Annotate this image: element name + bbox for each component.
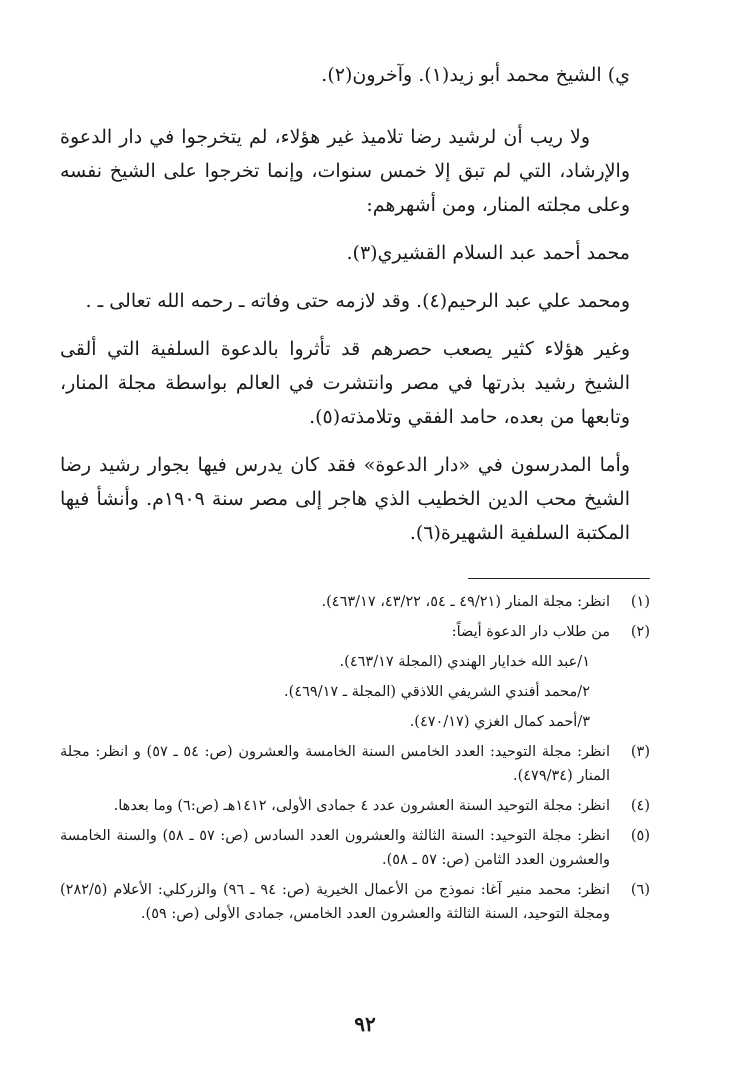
- paragraph-5: وغير هؤلاء كثير يصعب حصرهم قد تأثروا بالدعوة السلفية التي ألقى الشيخ رشيد بذرتها في مصر وانتشرت في العالم بواسطة مجلة المنار، وتابعها من بعده، حامد الفقي وتلامذته(٥).: [60, 338, 630, 428]
- footnotes: [60, 590, 650, 926]
- footnote-number: (٣): [630, 744, 650, 760]
- footnote-5: [60, 824, 650, 872]
- paragraph-1: ي) الشيخ محمد أبو زيد(١). وآخرون(٢).: [321, 64, 630, 86]
- footnote-text: انظر: مجلة التوحيد: السنة الثالثة والعشرون العدد السادس (ص: ٥٧ ـ ٥٨) والسنة الخامسة والعشرون العدد الثامن (ص: ٥٧ ـ ٥٨).: [60, 828, 610, 868]
- footnote-4: [60, 794, 650, 818]
- footnote-6: [60, 878, 650, 926]
- footnote-number: (٤): [630, 798, 650, 814]
- footnote-text: انظر: مجلة التوحيد السنة العشرون عدد ٤ جمادى الأولى، ١٤١٢هـ (ص:٦) وما بعدها.: [113, 798, 610, 814]
- footnote-1: [60, 590, 650, 614]
- footnote-text: انظر: مجلة المنار (٤٩/٢١ ـ ٥٤، ٤٣/٢٢، ٤٦٣/١٧).: [321, 594, 610, 610]
- paragraph-4: ومحمد علي عبد الرحيم(٤). وقد لازمه حتى وفاته ـ رحمه الله تعالى ـ .: [85, 290, 630, 312]
- footnote-number: (٥): [630, 828, 650, 844]
- paragraph-6: وأما المدرسون في «دار الدعوة» فقد كان يدرس فيها بجوار رشيد رضا الشيخ محب الدين الخطيب الذي هاجر إلى مصر سنة ١٩٠٩م. وأنشأ فيها المكتبة السلفية الشهيرة(٦).: [60, 454, 630, 544]
- footnote-2: [60, 620, 650, 644]
- footnote-3: [60, 740, 650, 788]
- footnote-text: من طلاب دار الدعوة أيضاً:: [451, 624, 610, 640]
- footnote-number: (٦): [630, 882, 650, 898]
- footnote-2-item-3: ٣/أحمد كمال الغزي (٤٧٠/١٧).: [409, 714, 590, 730]
- footnote-text: انظر: محمد منير آغا: نموذج من الأعمال الخيرية (ص: ٩٤ ـ ٩٦) والزركلي: الأعلام (٢٨٢/٥) ومجلة التوحيد، السنة الثالثة والعشرون العدد الخامس، جمادى الأولى (ص: ٥٩).: [60, 882, 610, 922]
- footnote-number: (١): [630, 594, 650, 610]
- footnote-2-item-1: ١/عبد الله خدايار الهندي (المجلة ٤٦٣/١٧).: [339, 654, 590, 670]
- paragraph-3: محمد أحمد عبد السلام القشيري(٣).: [346, 242, 630, 264]
- page-number: ٩٢: [354, 1012, 376, 1036]
- footnote-separator: [468, 578, 650, 579]
- body-text: [60, 58, 630, 550]
- footnote-2-item-2: ٢/محمد أفندي الشريفي اللاذقي (المجلة ـ ٤٦٩/١٧).: [284, 684, 590, 700]
- footnote-text: انظر: مجلة التوحيد: العدد الخامس السنة الخامسة والعشرون (ص: ٥٤ ـ ٥٧) و انظر: مجلة المنار (٤٧٩/٣٤).: [60, 744, 610, 784]
- footnote-number: (٢): [630, 624, 650, 640]
- paragraph-2: ولا ريب أن لرشيد رضا تلاميذ غير هؤلاء، لم يتخرجوا في دار الدعوة والإرشاد، التي لم تبق إلا خمس سنوات، وإنما تخرجوا على الشيخ نفسه وعلى مجلته المنار، ومن أشهرهم:: [60, 126, 630, 216]
